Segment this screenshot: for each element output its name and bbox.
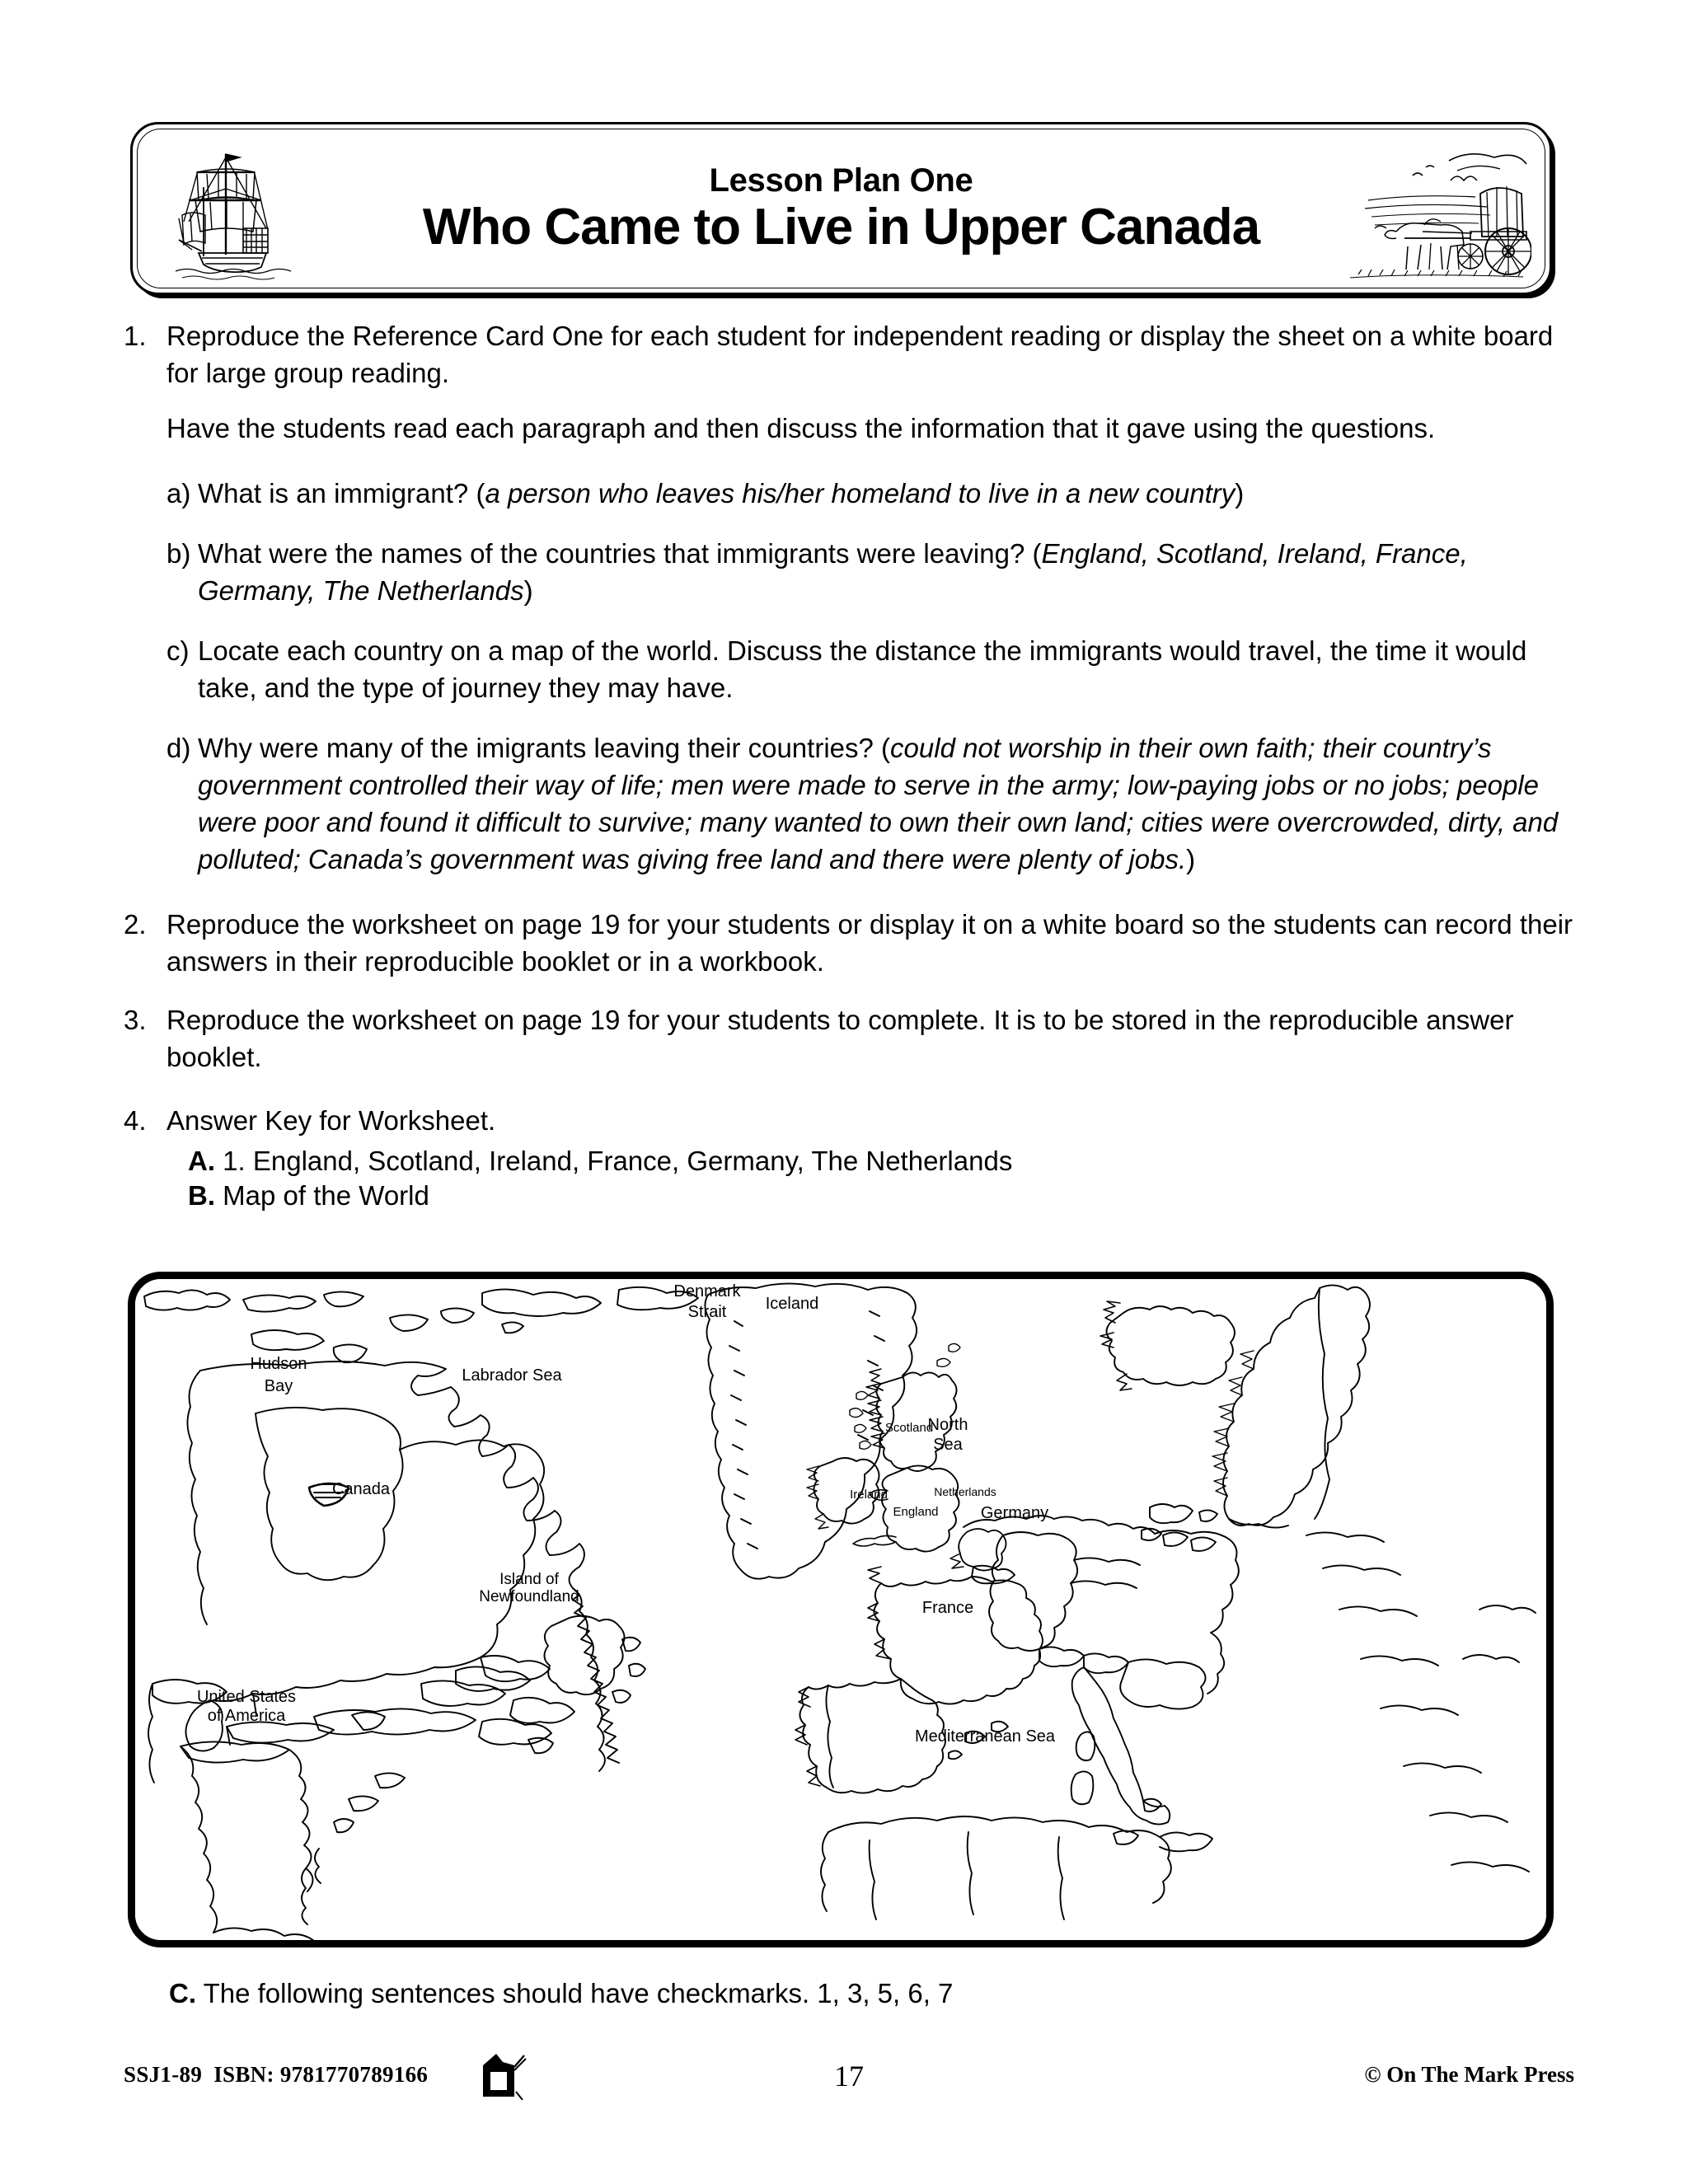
answer-key-c-text: The following sentences should have checkmarks. 1, 3, 5, 6, 7 xyxy=(203,1978,954,2008)
instruction-number-4: 4. xyxy=(124,1105,147,1136)
instruction-text-1: Reproduce the Reference Card One for each student for independent reading or display the sheet on a white board for large group reading. xyxy=(166,321,1554,388)
svg-text:England: England xyxy=(893,1505,939,1519)
instruction-text-4: Answer Key for Worksheet. xyxy=(166,1105,496,1136)
question-text-d: Why were many of the imigrants leaving their countries? ( xyxy=(198,733,891,763)
question-body-a xyxy=(198,475,1574,512)
instruction-item-4 xyxy=(124,1102,1574,1139)
question-body-c: Locate each country on a map of the world. Discuss the distance the immigrants would travel, the time it would take, and the type of journey they may have. xyxy=(198,635,1527,703)
question-answer-d: could not worship in their own faith; their country’s government controlled their way of life; men were made to serve in the army; low-paying jobs or no jobs; people were poor and found it difficult to survive; many wanted to own their own land; cities were overcrowded, dirty, and polluted; Canada’s government was giving free land and there were plenty of jobs. xyxy=(198,733,1559,874)
answer-key-c xyxy=(169,1976,953,2011)
instruction-text-2: Reproduce the worksheet on page 19 for your students or display it on a white board so the students can record their answers in their reproducible booklet or in a workbook. xyxy=(166,909,1573,977)
instruction-number-1: 1. xyxy=(124,321,147,351)
question-marker-c: c) xyxy=(166,635,190,666)
question-item-b xyxy=(166,535,1574,609)
answer-key-b xyxy=(188,1179,1574,1213)
question-text-b: What were the names of the countries that immigrants were leaving? ( xyxy=(198,538,1042,569)
map-svg xyxy=(128,1272,1554,1947)
instruction-number-3: 3. xyxy=(124,1005,147,1035)
discussion-paragraph: Have the students read each paragraph and then discuss the information that it gave using the questions. xyxy=(166,413,1436,443)
svg-text:Island of: Island of xyxy=(499,1571,559,1588)
svg-text:Germany: Germany xyxy=(980,1504,1049,1522)
answer-key-a-text: 1. England, Scotland, Ireland, France, Germany, The Netherlands xyxy=(223,1146,1013,1176)
question-body-b xyxy=(198,535,1574,609)
question-close-a: ) xyxy=(1235,478,1245,509)
svg-text:Strait: Strait xyxy=(687,1303,727,1321)
svg-text:Mediterranean Sea: Mediterranean Sea xyxy=(914,1727,1056,1746)
publisher-credit: © On The Mark Press xyxy=(1364,2062,1574,2087)
question-marker-a: a) xyxy=(166,478,191,509)
question-marker-b: b) xyxy=(166,538,191,569)
instruction-text-3: Reproduce the worksheet on page 19 for your students to complete. It is to be stored in the reproducible answer booklet. xyxy=(166,1005,1514,1072)
page-footer xyxy=(124,2059,1574,2108)
question-item-a xyxy=(166,475,1574,512)
footer-code: SSJ1-89 xyxy=(124,2062,203,2087)
svg-text:Bay: Bay xyxy=(264,1377,293,1395)
svg-text:Labrador Sea: Labrador Sea xyxy=(462,1366,562,1385)
svg-text:Newfoundland: Newfoundland xyxy=(479,1588,579,1605)
question-body-d xyxy=(198,729,1574,878)
svg-text:France: France xyxy=(921,1599,974,1617)
svg-text:of America: of America xyxy=(207,1707,286,1725)
question-item-d xyxy=(166,729,1574,878)
question-marker-d: d) xyxy=(166,733,191,763)
answer-key-b-letter: B. xyxy=(188,1180,215,1211)
lesson-instructions xyxy=(124,317,1574,1213)
svg-text:Scotland: Scotland xyxy=(884,1421,934,1435)
svg-text:United States: United States xyxy=(196,1688,297,1706)
answer-key-c-letter: C. xyxy=(169,1978,196,2008)
page-title: Who Came to Live in Upper Canada xyxy=(422,199,1260,255)
svg-text:Canada: Canada xyxy=(331,1480,391,1498)
question-answer-b: England, Scotland, Ireland, France, Germany, The Netherlands xyxy=(198,538,1468,606)
svg-text:Netherlands: Netherlands xyxy=(934,1485,996,1498)
svg-text:Denmark: Denmark xyxy=(673,1282,741,1301)
question-answer-a: a person who leaves his/her homeland to live in a new country xyxy=(485,478,1236,509)
answer-key-a xyxy=(188,1144,1574,1179)
answer-key-b-text: Map of the World xyxy=(223,1180,429,1211)
world-map xyxy=(128,1272,1554,1947)
svg-text:Iceland: Iceland xyxy=(765,1295,819,1313)
lesson-plan-label: Lesson Plan One xyxy=(709,162,973,199)
answer-key-a-letter: A. xyxy=(188,1146,215,1176)
instruction-item-3 xyxy=(124,1001,1574,1076)
svg-text:Ireland: Ireland xyxy=(850,1488,888,1502)
question-close-d: ) xyxy=(1186,844,1196,874)
instruction-item-1 xyxy=(124,317,1574,391)
question-close-b: ) xyxy=(523,575,533,606)
footer-isbn-number: 9781770789166 xyxy=(279,2062,429,2087)
question-text-a: What is an immigrant? ( xyxy=(198,478,485,509)
svg-text:North: North xyxy=(927,1416,968,1434)
question-item-c xyxy=(166,632,1574,706)
page-number: 17 xyxy=(834,2060,864,2093)
instruction-item-2 xyxy=(124,906,1574,980)
lesson-header-banner xyxy=(130,122,1552,295)
header-title-block xyxy=(133,124,1550,293)
instruction-number-2: 2. xyxy=(124,909,147,940)
svg-text:Hudson: Hudson xyxy=(250,1355,307,1373)
footer-isbn-label: ISBN: xyxy=(213,2062,274,2087)
svg-text:Sea: Sea xyxy=(933,1436,963,1454)
